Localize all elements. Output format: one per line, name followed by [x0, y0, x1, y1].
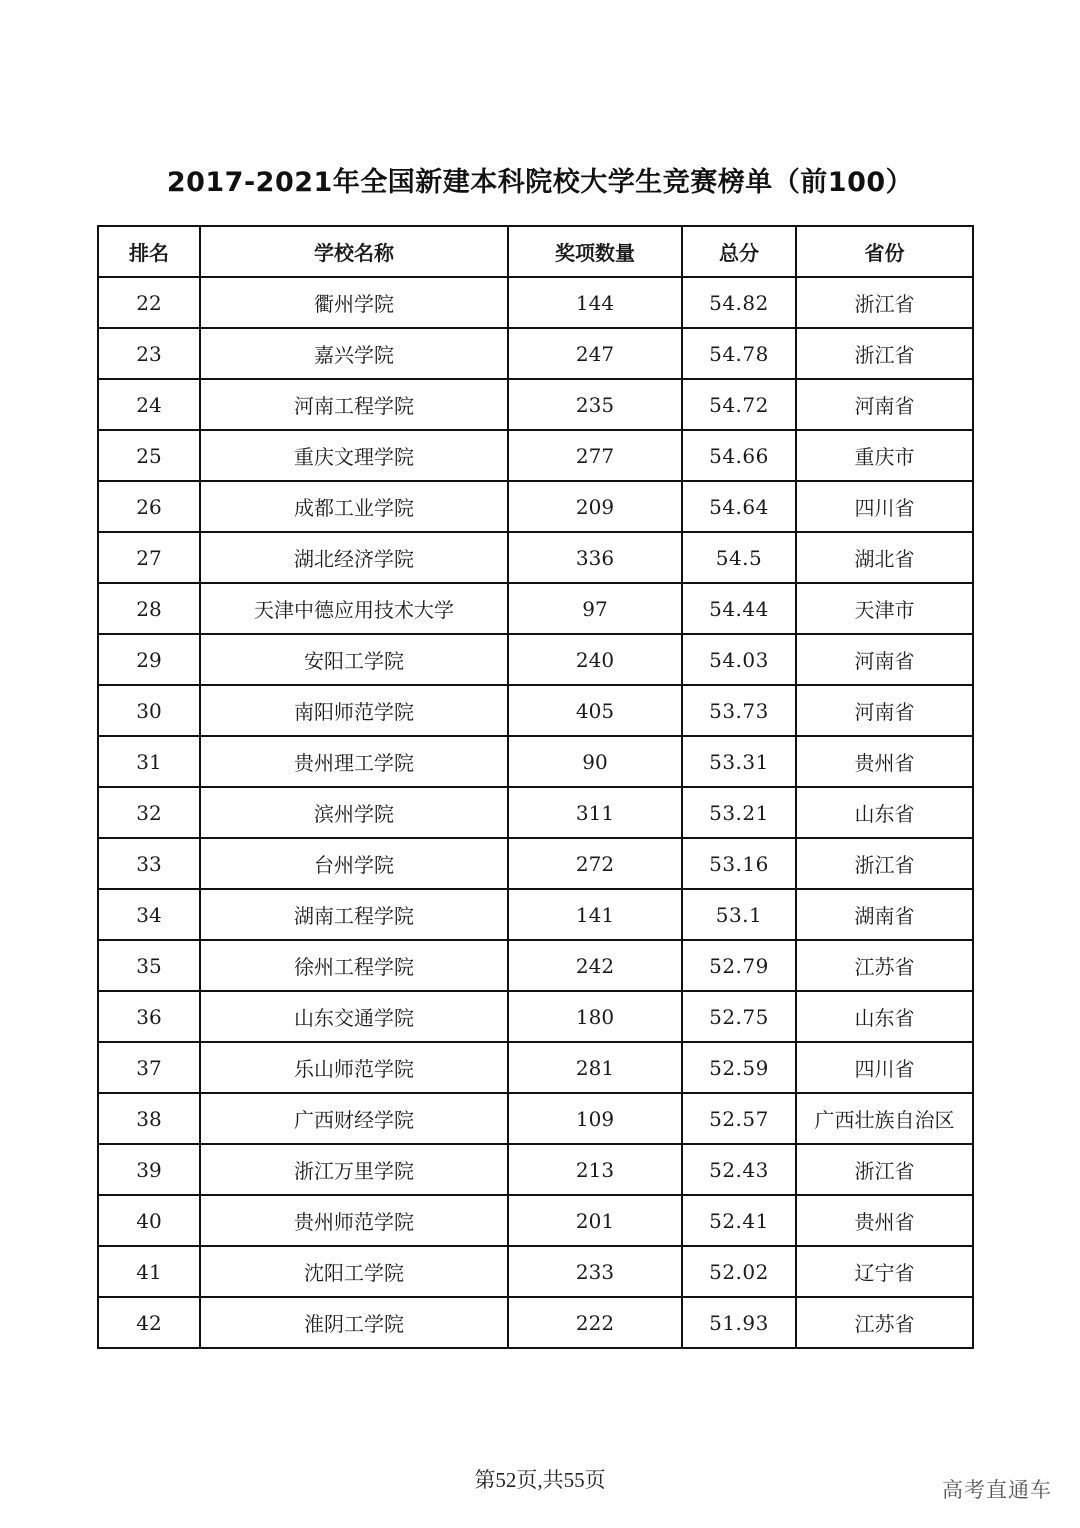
cell-award-count: 281 — [508, 1042, 682, 1093]
table-row — [98, 940, 973, 991]
cell-school-name: 河南工程学院 — [200, 379, 508, 430]
cell-total-score: 51.93 — [682, 1297, 796, 1348]
table-row — [98, 430, 973, 481]
cell-total-score: 53.16 — [682, 838, 796, 889]
cell-province: 贵州省 — [796, 1195, 973, 1246]
cell-award-count: 277 — [508, 430, 682, 481]
cell-award-count: 240 — [508, 634, 682, 685]
cell-rank: 26 — [98, 481, 200, 532]
cell-rank: 40 — [98, 1195, 200, 1246]
cell-rank: 30 — [98, 685, 200, 736]
cell-province: 辽宁省 — [796, 1246, 973, 1297]
cell-total-score: 53.21 — [682, 787, 796, 838]
cell-award-count: 311 — [508, 787, 682, 838]
cell-rank: 25 — [98, 430, 200, 481]
cell-rank: 38 — [98, 1093, 200, 1144]
cell-school-name: 成都工业学院 — [200, 481, 508, 532]
cell-province: 四川省 — [796, 1042, 973, 1093]
cell-award-count: 272 — [508, 838, 682, 889]
cell-total-score: 52.59 — [682, 1042, 796, 1093]
table-row — [98, 379, 973, 430]
cell-school-name: 南阳师范学院 — [200, 685, 508, 736]
cell-rank: 33 — [98, 838, 200, 889]
cell-school-name: 安阳工学院 — [200, 634, 508, 685]
cell-award-count: 209 — [508, 481, 682, 532]
cell-award-count: 235 — [508, 379, 682, 430]
cell-award-count: 201 — [508, 1195, 682, 1246]
table-row — [98, 1093, 973, 1144]
cell-school-name: 重庆文理学院 — [200, 430, 508, 481]
cell-award-count: 233 — [508, 1246, 682, 1297]
header-rank: 排名 — [98, 226, 200, 277]
cell-rank: 37 — [98, 1042, 200, 1093]
table-row — [98, 328, 973, 379]
cell-school-name: 山东交通学院 — [200, 991, 508, 1042]
cell-rank: 29 — [98, 634, 200, 685]
table-row — [98, 1297, 973, 1348]
cell-award-count: 222 — [508, 1297, 682, 1348]
cell-total-score: 53.73 — [682, 685, 796, 736]
cell-total-score: 54.72 — [682, 379, 796, 430]
cell-total-score: 52.41 — [682, 1195, 796, 1246]
page-title: 2017-2021年全国新建本科院校大学生竞赛榜单（前100） — [166, 167, 914, 198]
cell-province: 浙江省 — [796, 277, 973, 328]
table-row — [98, 889, 973, 940]
cell-total-score: 54.78 — [682, 328, 796, 379]
cell-school-name: 乐山师范学院 — [200, 1042, 508, 1093]
cell-school-name: 沈阳工学院 — [200, 1246, 508, 1297]
table-row — [98, 838, 973, 889]
cell-rank: 24 — [98, 379, 200, 430]
table-row — [98, 634, 973, 685]
cell-award-count: 90 — [508, 736, 682, 787]
table-row — [98, 736, 973, 787]
table-row — [98, 481, 973, 532]
cell-school-name: 台州学院 — [200, 838, 508, 889]
cell-award-count: 242 — [508, 940, 682, 991]
table-body — [98, 277, 973, 1348]
cell-province: 江苏省 — [796, 1297, 973, 1348]
cell-school-name: 广西财经学院 — [200, 1093, 508, 1144]
cell-total-score: 54.5 — [682, 532, 796, 583]
header-province: 省份 — [796, 226, 973, 277]
cell-total-score: 54.66 — [682, 430, 796, 481]
cell-province: 江苏省 — [796, 940, 973, 991]
cell-province: 山东省 — [796, 787, 973, 838]
watermark: 高考直通车 — [942, 1478, 1052, 1502]
cell-rank: 34 — [98, 889, 200, 940]
cell-province: 浙江省 — [796, 1144, 973, 1195]
table-row — [98, 1195, 973, 1246]
cell-school-name: 淮阴工学院 — [200, 1297, 508, 1348]
cell-total-score: 53.1 — [682, 889, 796, 940]
cell-school-name: 贵州师范学院 — [200, 1195, 508, 1246]
table-row — [98, 991, 973, 1042]
cell-province: 天津市 — [796, 583, 973, 634]
cell-rank: 22 — [98, 277, 200, 328]
cell-award-count: 97 — [508, 583, 682, 634]
table-row — [98, 277, 973, 328]
cell-award-count: 336 — [508, 532, 682, 583]
cell-rank: 36 — [98, 991, 200, 1042]
header-school-name: 学校名称 — [200, 226, 508, 277]
cell-total-score: 54.64 — [682, 481, 796, 532]
cell-rank: 31 — [98, 736, 200, 787]
cell-province: 山东省 — [796, 991, 973, 1042]
cell-award-count: 405 — [508, 685, 682, 736]
cell-award-count: 213 — [508, 1144, 682, 1195]
cell-province: 湖北省 — [796, 532, 973, 583]
cell-rank: 23 — [98, 328, 200, 379]
cell-province: 浙江省 — [796, 328, 973, 379]
cell-total-score: 54.82 — [682, 277, 796, 328]
page-number: 第52页,共55页 — [474, 1468, 606, 1492]
table-row — [98, 583, 973, 634]
cell-total-score: 54.44 — [682, 583, 796, 634]
cell-rank: 32 — [98, 787, 200, 838]
cell-rank: 39 — [98, 1144, 200, 1195]
cell-school-name: 徐州工程学院 — [200, 940, 508, 991]
cell-province: 河南省 — [796, 685, 973, 736]
table-row — [98, 1246, 973, 1297]
cell-rank: 28 — [98, 583, 200, 634]
cell-school-name: 湖南工程学院 — [200, 889, 508, 940]
cell-province: 贵州省 — [796, 736, 973, 787]
cell-school-name: 嘉兴学院 — [200, 328, 508, 379]
table-row — [98, 532, 973, 583]
cell-rank: 41 — [98, 1246, 200, 1297]
cell-total-score: 52.79 — [682, 940, 796, 991]
header-award-count: 奖项数量 — [508, 226, 682, 277]
header-total-score: 总分 — [682, 226, 796, 277]
cell-province: 重庆市 — [796, 430, 973, 481]
cell-school-name: 湖北经济学院 — [200, 532, 508, 583]
cell-school-name: 贵州理工学院 — [200, 736, 508, 787]
cell-province: 河南省 — [796, 379, 973, 430]
cell-total-score: 54.03 — [682, 634, 796, 685]
cell-rank: 27 — [98, 532, 200, 583]
cell-award-count: 109 — [508, 1093, 682, 1144]
cell-province: 四川省 — [796, 481, 973, 532]
cell-total-score: 52.75 — [682, 991, 796, 1042]
cell-school-name: 天津中德应用技术大学 — [200, 583, 508, 634]
table-row — [98, 685, 973, 736]
cell-province: 浙江省 — [796, 838, 973, 889]
cell-total-score: 52.43 — [682, 1144, 796, 1195]
cell-total-score: 52.57 — [682, 1093, 796, 1144]
table-header-row — [98, 226, 973, 277]
cell-province: 湖南省 — [796, 889, 973, 940]
cell-award-count: 141 — [508, 889, 682, 940]
cell-province: 河南省 — [796, 634, 973, 685]
cell-province: 广西壮族自治区 — [796, 1093, 973, 1144]
cell-award-count: 180 — [508, 991, 682, 1042]
ranking-table — [97, 225, 974, 1349]
cell-total-score: 53.31 — [682, 736, 796, 787]
cell-school-name: 浙江万里学院 — [200, 1144, 508, 1195]
cell-award-count: 247 — [508, 328, 682, 379]
cell-school-name: 衢州学院 — [200, 277, 508, 328]
cell-school-name: 滨州学院 — [200, 787, 508, 838]
cell-total-score: 52.02 — [682, 1246, 796, 1297]
cell-rank: 35 — [98, 940, 200, 991]
table-row — [98, 787, 973, 838]
cell-award-count: 144 — [508, 277, 682, 328]
table-row — [98, 1042, 973, 1093]
cell-rank: 42 — [98, 1297, 200, 1348]
table-row — [98, 1144, 973, 1195]
